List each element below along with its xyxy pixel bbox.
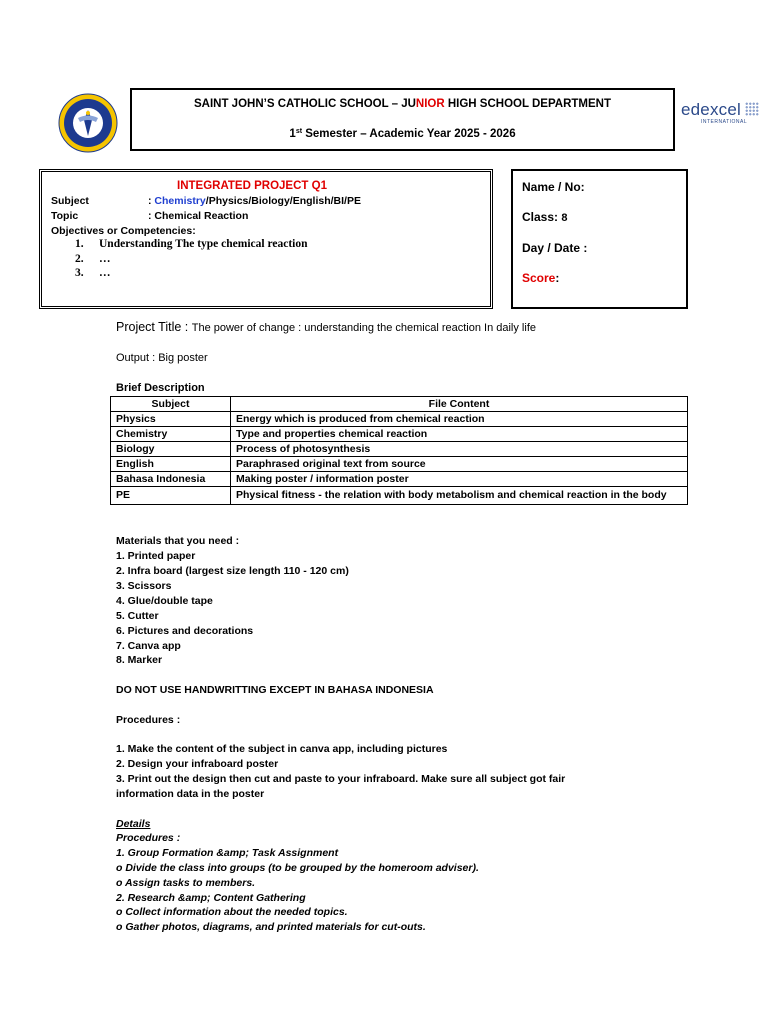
table-cell: PE [111,487,231,505]
procedure-item: 1. Make the content of the subject in canva app, including pictures [116,743,448,755]
table-row [111,427,688,442]
table-cell: Physical fitness - the relation with body metabolism and chemical reaction in the body [231,487,688,505]
procedures-label: Procedures : [116,714,181,726]
table-row [111,487,688,505]
material-item: 8. Marker [116,654,163,666]
objective-item: 1. Understanding The type chemical reaction [75,238,308,250]
edexcel-logo [681,100,761,128]
school-logo [58,93,118,153]
table-row [111,442,688,457]
table-row [111,472,688,487]
procedure-item: 3. Print out the design then cut and paste to your infraboard. Make sure all subject got fair [116,773,566,785]
table-header: Subject [111,397,231,412]
student-info-box [511,169,688,309]
objective-item: 3. … [75,267,111,279]
table-row [111,457,688,472]
table-cell: Process of photosynthesis [231,442,688,457]
subject-row: Subject : Chemistry/Physics/Biology/English/BI/PE [51,195,361,207]
details-line: o Divide the class into groups (to be grouped by the homeroom adviser). [116,862,479,874]
procedure-item: information data in the poster [116,788,265,800]
table-cell: Making poster / information poster [231,472,688,487]
table-header-row [111,397,688,412]
material-item: 6. Pictures and decorations [116,625,254,637]
header-box [130,88,675,151]
brief-description-label: Brief Description [116,382,205,394]
topic-row: Topic : Chemical Reaction [51,210,249,222]
material-item: 3. Scissors [116,580,172,592]
table-cell: English [111,457,231,472]
objective-item: 2. … [75,253,111,265]
material-item: 1. Printed paper [116,550,196,562]
details-line: o Collect information about the needed topics. [116,906,348,918]
table-cell: Energy which is produced from chemical reaction [231,412,688,427]
school-name: SAINT JOHN’S CATHOLIC SCHOOL – JUNIOR HIGH SCHOOL DEPARTMENT [193,98,612,110]
project-heading: INTEGRATED PROJECT Q1 [177,180,327,192]
table-header: File Content [231,397,688,412]
score-label: Score: [522,271,560,285]
subject-content-table [110,396,688,505]
material-item: 5. Cutter [116,610,159,622]
material-item: 7. Canva app [116,640,181,652]
material-item: 2. Infra board (largest size length 110 - 120 cm) [116,565,349,577]
edexcel-subtitle: INTERNATIONAL [701,119,748,125]
objectives-label: Objectives or Competencies: [51,225,196,237]
details-line: 2. Research &amp; Content Gathering [116,892,306,904]
semester-line: 1st Semester – Academic Year 2025 - 2026 [289,128,516,140]
project-info-box [39,169,493,309]
table-cell: Bahasa Indonesia [111,472,231,487]
table-cell: Chemistry [111,427,231,442]
handwriting-warning: DO NOT USE HANDWRITTING EXCEPT IN BAHASA INDONESIA [116,684,434,696]
project-title: Project Title : The power of change : understanding the chemical reaction In daily life [116,320,536,334]
date-label: Day / Date : [522,241,588,255]
details-heading: Details [116,818,151,830]
table-cell: Physics [111,412,231,427]
details-line: 1. Group Formation &amp; Task Assignment [116,847,339,859]
table-cell: Paraphrased original text from source [231,457,688,472]
procedure-item: 2. Design your infraboard poster [116,758,279,770]
details-line: o Gather photos, diagrams, and printed materials for cut-outs. [116,921,426,933]
table-cell: Biology [111,442,231,457]
edexcel-wordmark: edexcel [681,100,741,119]
details-line: Procedures : [116,832,181,844]
table-row [111,412,688,427]
output-line: Output : Big poster [116,352,208,364]
material-item: 4. Glue/double tape [116,595,213,607]
class-label: Class: 8 [522,210,568,224]
materials-label: Materials that you need : [116,535,240,547]
details-line: o Assign tasks to members. [116,877,256,889]
name-label: Name / No: [522,180,585,194]
edexcel-dots-icon [745,102,759,116]
table-cell: Type and properties chemical reaction [231,427,688,442]
